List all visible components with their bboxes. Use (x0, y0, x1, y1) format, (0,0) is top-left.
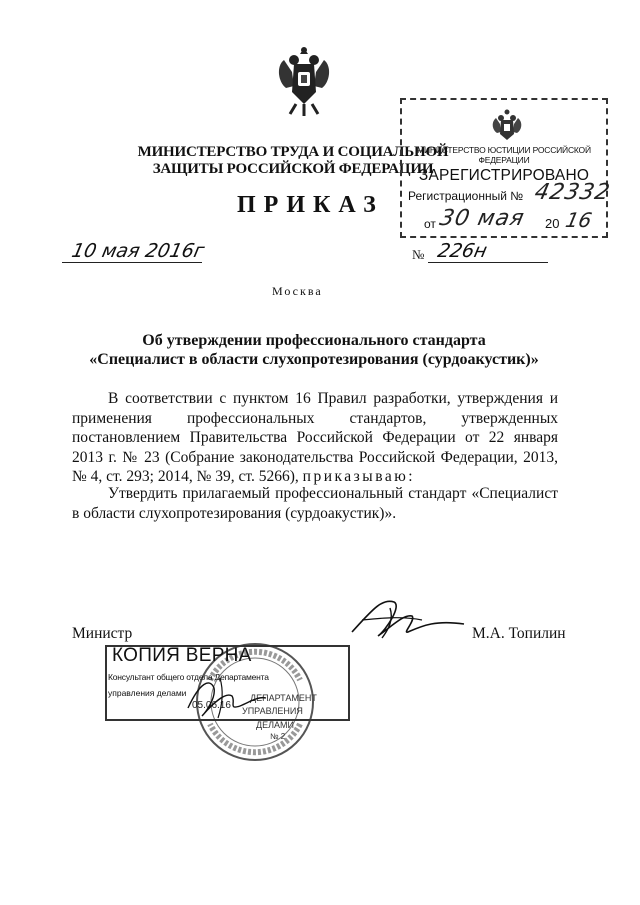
city: Москва (272, 284, 323, 298)
copy-date: 05.06.16 (192, 700, 231, 711)
stamp-org: МИНИСТЕРСТВО ЮСТИЦИИ РОССИЙСКОЙ ФЕДЕРАЦИИ (417, 145, 591, 165)
seal-text-3: ДЕЛАМИ (256, 720, 294, 730)
stamp-year-suffix: 16 (563, 208, 595, 232)
signer-name: М.А. Топилин (472, 625, 566, 642)
stamp-emblem-icon (490, 108, 524, 144)
copy-stamp-line-2: управления делами (108, 688, 187, 698)
stamp-reg-number: 42332 (532, 180, 613, 205)
stamp-status: ЗАРЕГИСТРИРОВАНО (418, 167, 590, 184)
ministry-name: МИНИСТЕРСТВО ТРУДА И СОЦИАЛЬНОЙ ЗАЩИТЫ РОССИЙСКОЙ ФЕДЕРАЦИИ (137, 144, 449, 177)
signature-icon (342, 590, 472, 650)
paragraph-1-text: В соответствии с пунктом 16 Правил разработки, утверждения и применения профессиональных стандартов, утвержденных постановлением Правительства Российской Федерации от 22 января 2013 г. № 23 (Собрание законодательства Российской Федерации, 2013, № 4, ст. 293; 2014, № 39, ст. 5266), (72, 390, 558, 485)
state-emblem-icon (272, 42, 336, 118)
stamp-from-label: от (424, 217, 436, 231)
document-title (70, 331, 558, 369)
copy-stamp-title: КОПИЯ ВЕРНА (112, 645, 252, 666)
seal-text-2: УПРАВЛЕНИЯ (242, 706, 303, 716)
copy-signature-icon (180, 672, 270, 722)
order-word: приказываю: (302, 468, 416, 485)
stamp-reg-date: 30 мая (437, 206, 527, 231)
paragraph-1 (72, 389, 558, 487)
stamp-year-prefix: 20 (545, 216, 560, 231)
paragraph-2: Утвердить прилагаемый профессиональный стандарт «Специалист в области слухопротезирования (сурдоакустик)». (72, 485, 558, 522)
order-number-label: № (412, 247, 425, 262)
number-underline (428, 262, 548, 263)
title-line-1: Об утверждении профессионального стандарта (142, 332, 486, 349)
document-type: ПРИКАЗ (237, 192, 384, 218)
copy-stamp-line-1: Консультант общего отдела Департамента (108, 672, 269, 682)
seal-text-1: ДЕПАРТАМЕНТ (250, 693, 317, 703)
order-date: 10 мая 2016г (69, 240, 207, 262)
title-line-2: «Специалист в области слухопротезирования (сурдоакустик)» (89, 351, 539, 368)
stamp-reg-label: Регистрационный № (408, 189, 524, 203)
signer-position: Министр (72, 625, 133, 642)
order-number: 226н (435, 240, 490, 262)
date-underline (62, 262, 202, 263)
seal-number: № 2 (270, 732, 286, 741)
